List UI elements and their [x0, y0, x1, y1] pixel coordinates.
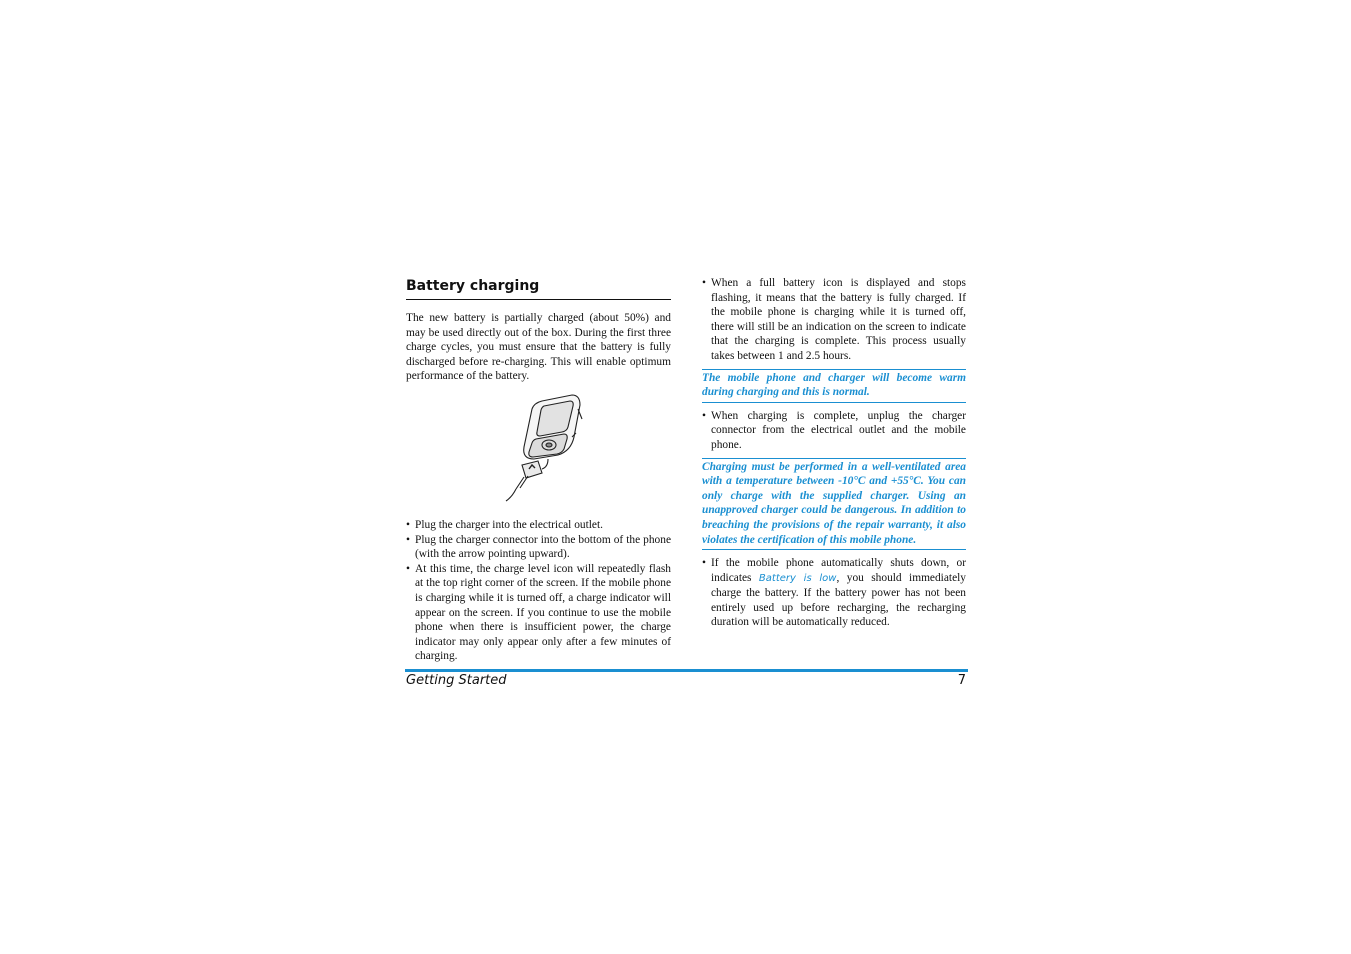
right-bullet-list-1 — [702, 276, 966, 364]
footer-divider — [405, 669, 968, 672]
right-bullet-list-2 — [702, 409, 966, 453]
battery-low-message: Battery is low — [758, 572, 837, 584]
charging-safety-note: Charging must be performed in a well-ventilated area with a temperature between -10°C and +55°C. You can only charge with the supplied charger. Using an unapproved charger could be dangerous. In addition to breaching the provisions of the repair warranty, it also violates the certification of this mobile phone. — [702, 458, 966, 551]
list-item: • At this time, the charge level icon will repeatedly flash at the top right corner of the screen. If the mobile phone is charging while it is turned off, a charge indicator will appear on the screen. If you continue to use the mobile phone when there is insufficient power, the charge indicator may only appear only after a few minutes of charging. — [406, 562, 671, 663]
bullet-symbol: • — [702, 557, 706, 570]
list-item: • If the mobile phone automatically shuts down, or indicates Battery is low, you should immediately charge the battery. If the battery power has not been entirely used up before recharging, the recharging duration will be automatically reduced. — [702, 557, 966, 629]
list-item: • Plug the charger connector into the bottom of the phone (with the arrow pointing upward). — [406, 533, 671, 561]
bullet-symbol: • — [702, 409, 706, 422]
bullet-symbol: • — [406, 562, 410, 575]
right-column — [702, 276, 966, 630]
intro-paragraph: The new battery is partially charged (about 50%) and may be used directly out of the box. During the first three charge cycles, you must ensure that the battery is fully discharged before re-charging. This will enable optimum performance of the battery. — [406, 312, 671, 383]
list-item: • Plug the charger into the electrical outlet. — [406, 518, 603, 531]
warm-charging-note: The mobile phone and charger will become warm during charging and this is normal. — [702, 369, 966, 403]
phone-charger-illustration — [494, 393, 604, 505]
page-number: 7 — [957, 673, 966, 688]
left-column — [406, 276, 671, 664]
section-title: Battery charging — [406, 276, 671, 300]
list-item: • When charging is complete, unplug the charger connector from the electrical outlet and the mobile phone. — [702, 409, 966, 451]
bullet-symbol: • — [406, 533, 410, 546]
right-bullet-list-3 — [702, 556, 966, 630]
list-item: • When a full battery icon is displayed and stops flashing, it means that the battery is fully charged. If the mobile phone is charging while it is turned off, there will still be an indication on the screen to indicate that the charging is complete. This process usually takes between 1 and 2.5 hours. — [702, 277, 966, 362]
left-bullet-list — [406, 518, 671, 664]
footer-chapter: Getting Started — [406, 673, 507, 688]
bullet-symbol: • — [406, 518, 410, 531]
bullet-symbol: • — [702, 277, 706, 289]
